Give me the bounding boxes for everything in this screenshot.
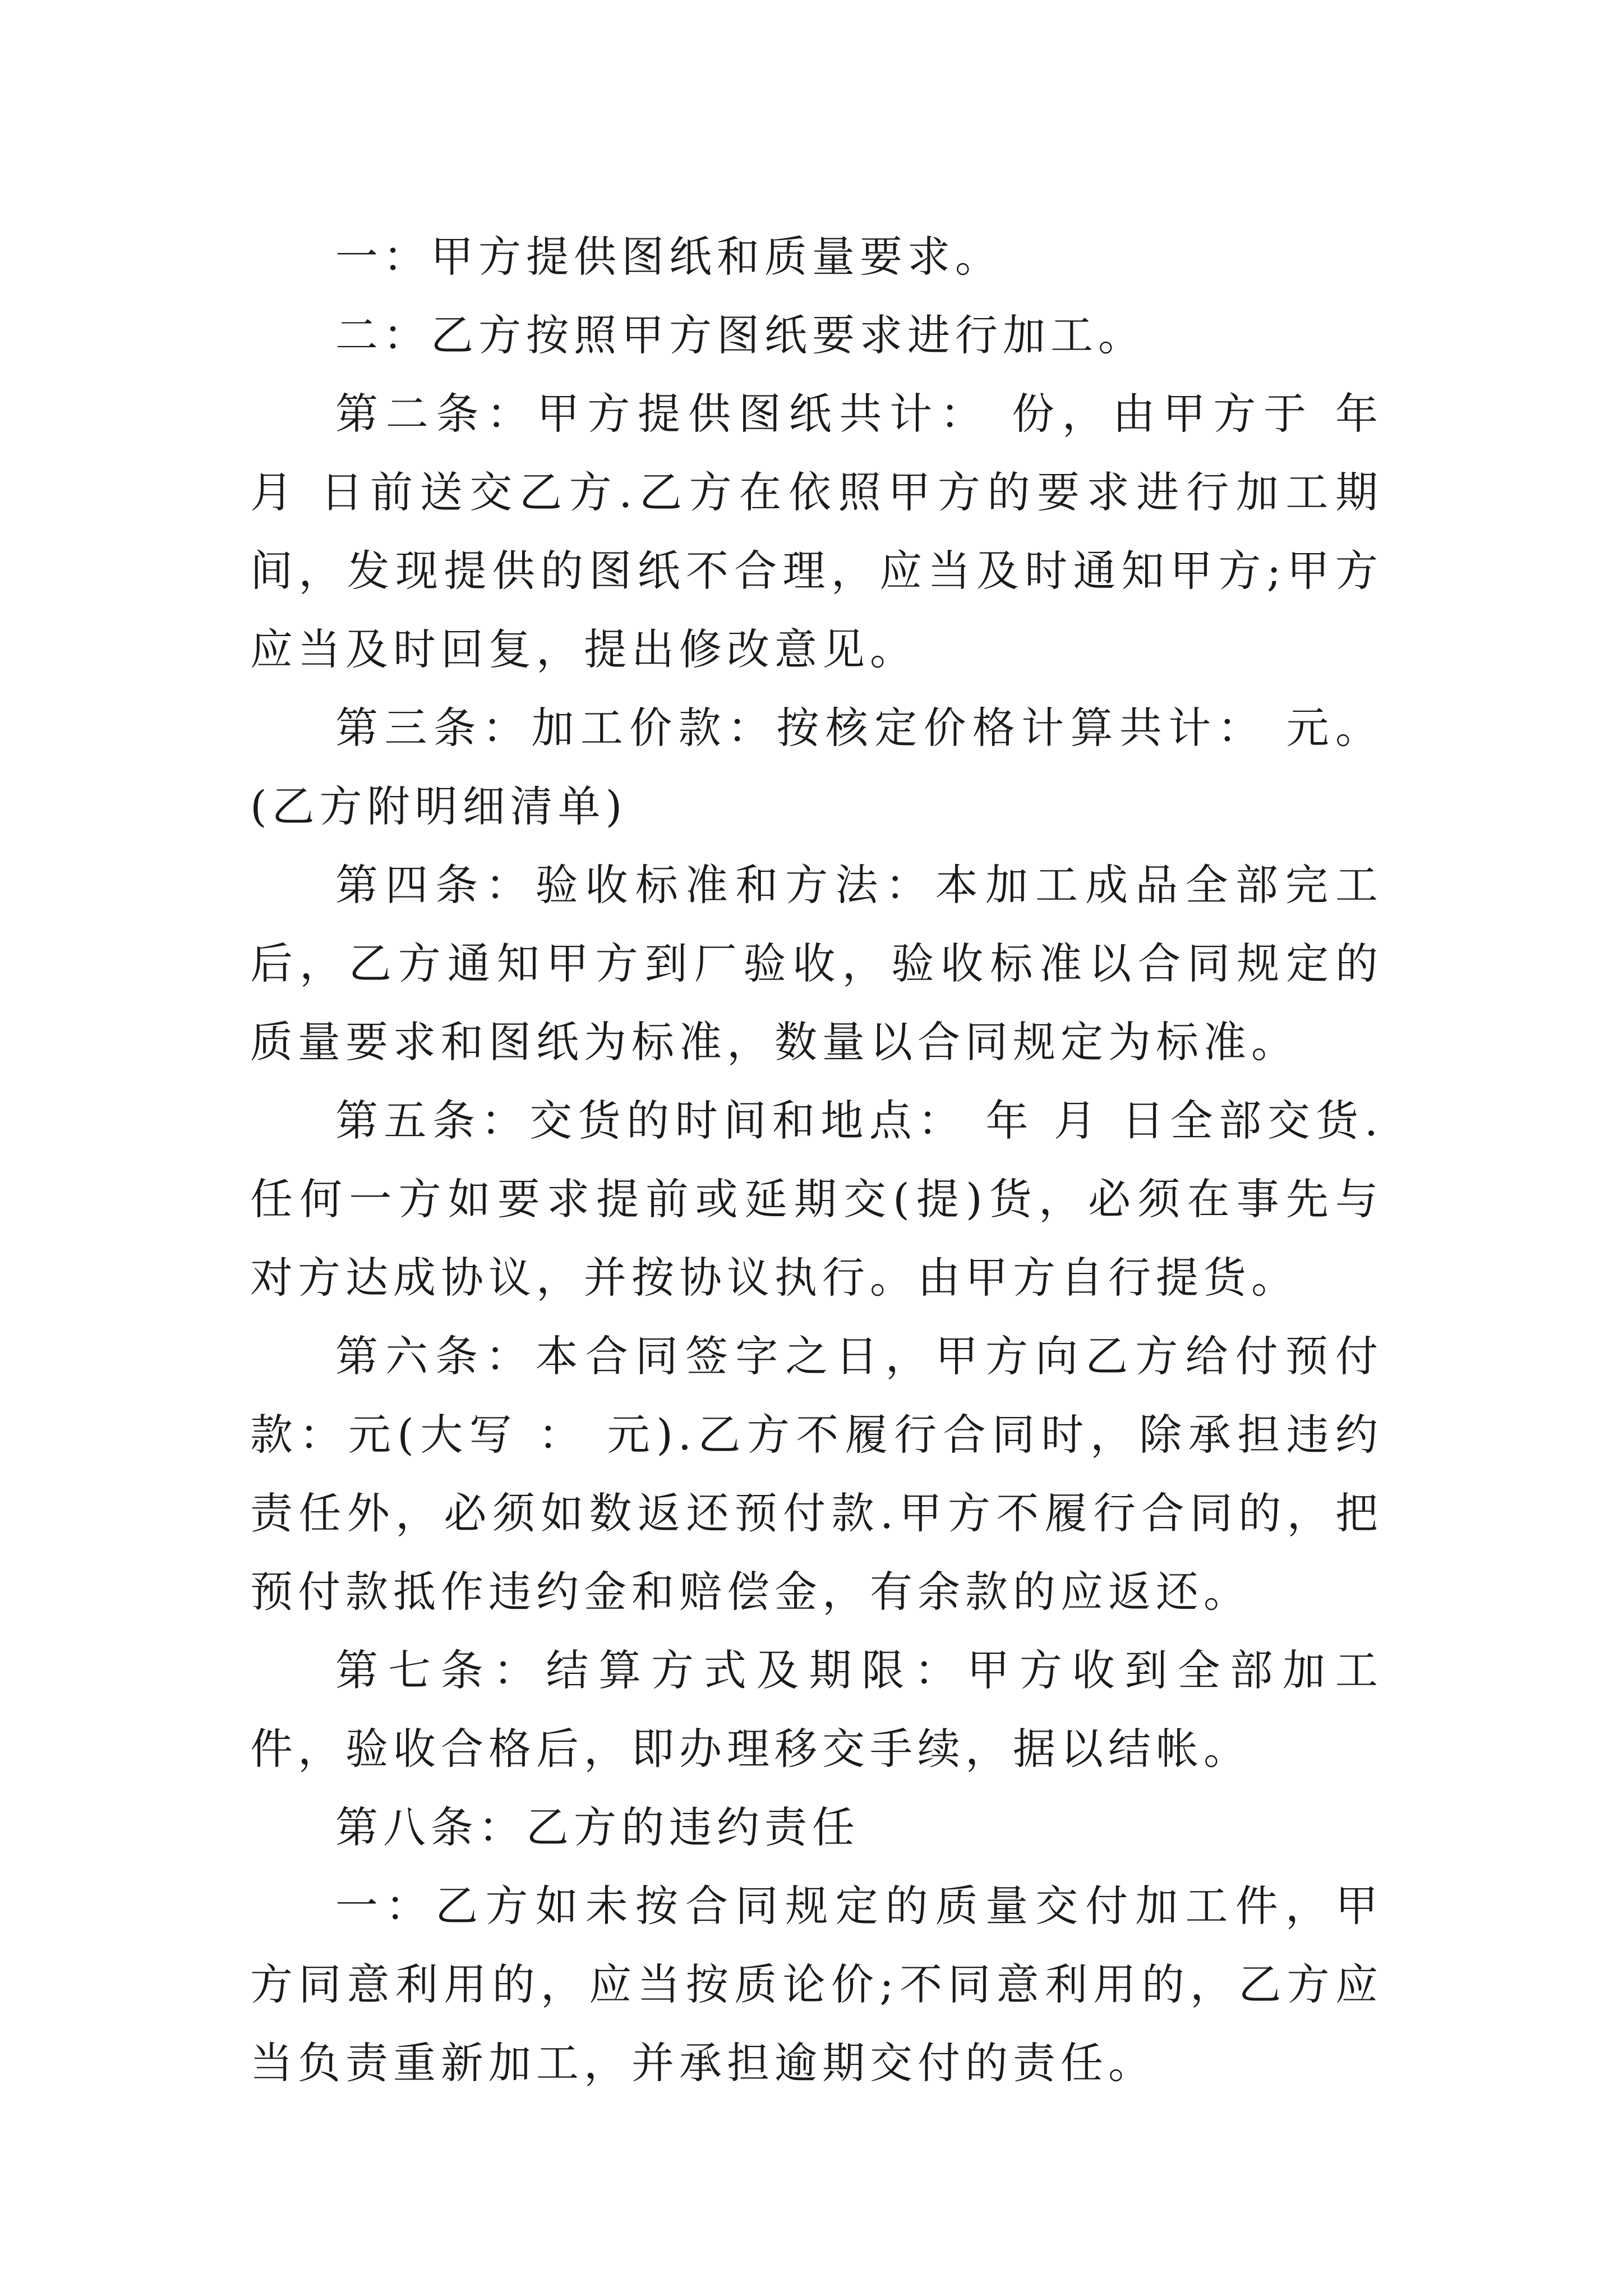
clause-article-8-heading: 第八条：乙方的违约责任	[335, 1802, 860, 1852]
contract-body	[250, 218, 1383, 2102]
clause-article-3: 第三条：加工价款：按核定价格计算共计： 元。(乙方附明细清单)	[250, 703, 1383, 831]
clause-article-2: 第二条：甲方提供图纸共计： 份，由甲方于 年 月 日前送交乙方.乙方在依照甲方的要求进行加工期间，发现提供的图纸不合理，应当及时通知甲方;甲方应当及时回复，提出修改意见。	[250, 389, 1383, 674]
clause-article-5: 第五条：交货的时间和地点： 年 月 日全部交货.任何一方如要求提前或延期交(提)货，必须在事先与对方达成协议，并按协议执行。由甲方自行提货。	[250, 1096, 1383, 1303]
clause-paragraph-2: 二：乙方按照甲方图纸要求进行加工。	[335, 310, 1146, 360]
clause-article-6: 第六条：本合同签字之日，甲方向乙方给付预付款：元(大写 ： 元).乙方不履行合同时，除承担违约责任外，必须如数返还预付款.甲方不履行合同的，把预付款抵作违约金和赔偿金，有余款的应返还。	[250, 1331, 1383, 1617]
clause-paragraph-1: 一：甲方提供图纸和质量要求。	[335, 232, 1003, 282]
clause-article-7: 第七条：结算方式及期限：甲方收到全部加工件，验收合格后，即办理移交手续，据以结帐。	[250, 1645, 1383, 1774]
clause-article-8-item-1: 一：乙方如未按合同规定的质量交付加工件，甲方同意利用的，应当按质论价;不同意利用的，乙方应当负责重新加工，并承担逾期交付的责任。	[250, 1881, 1383, 2088]
clause-article-4: 第四条：验收标准和方法：本加工成品全部完工后，乙方通知甲方到厂验收，验收标准以合同规定的质量要求和图纸为标准，数量以合同规定为标准。	[250, 860, 1383, 1067]
